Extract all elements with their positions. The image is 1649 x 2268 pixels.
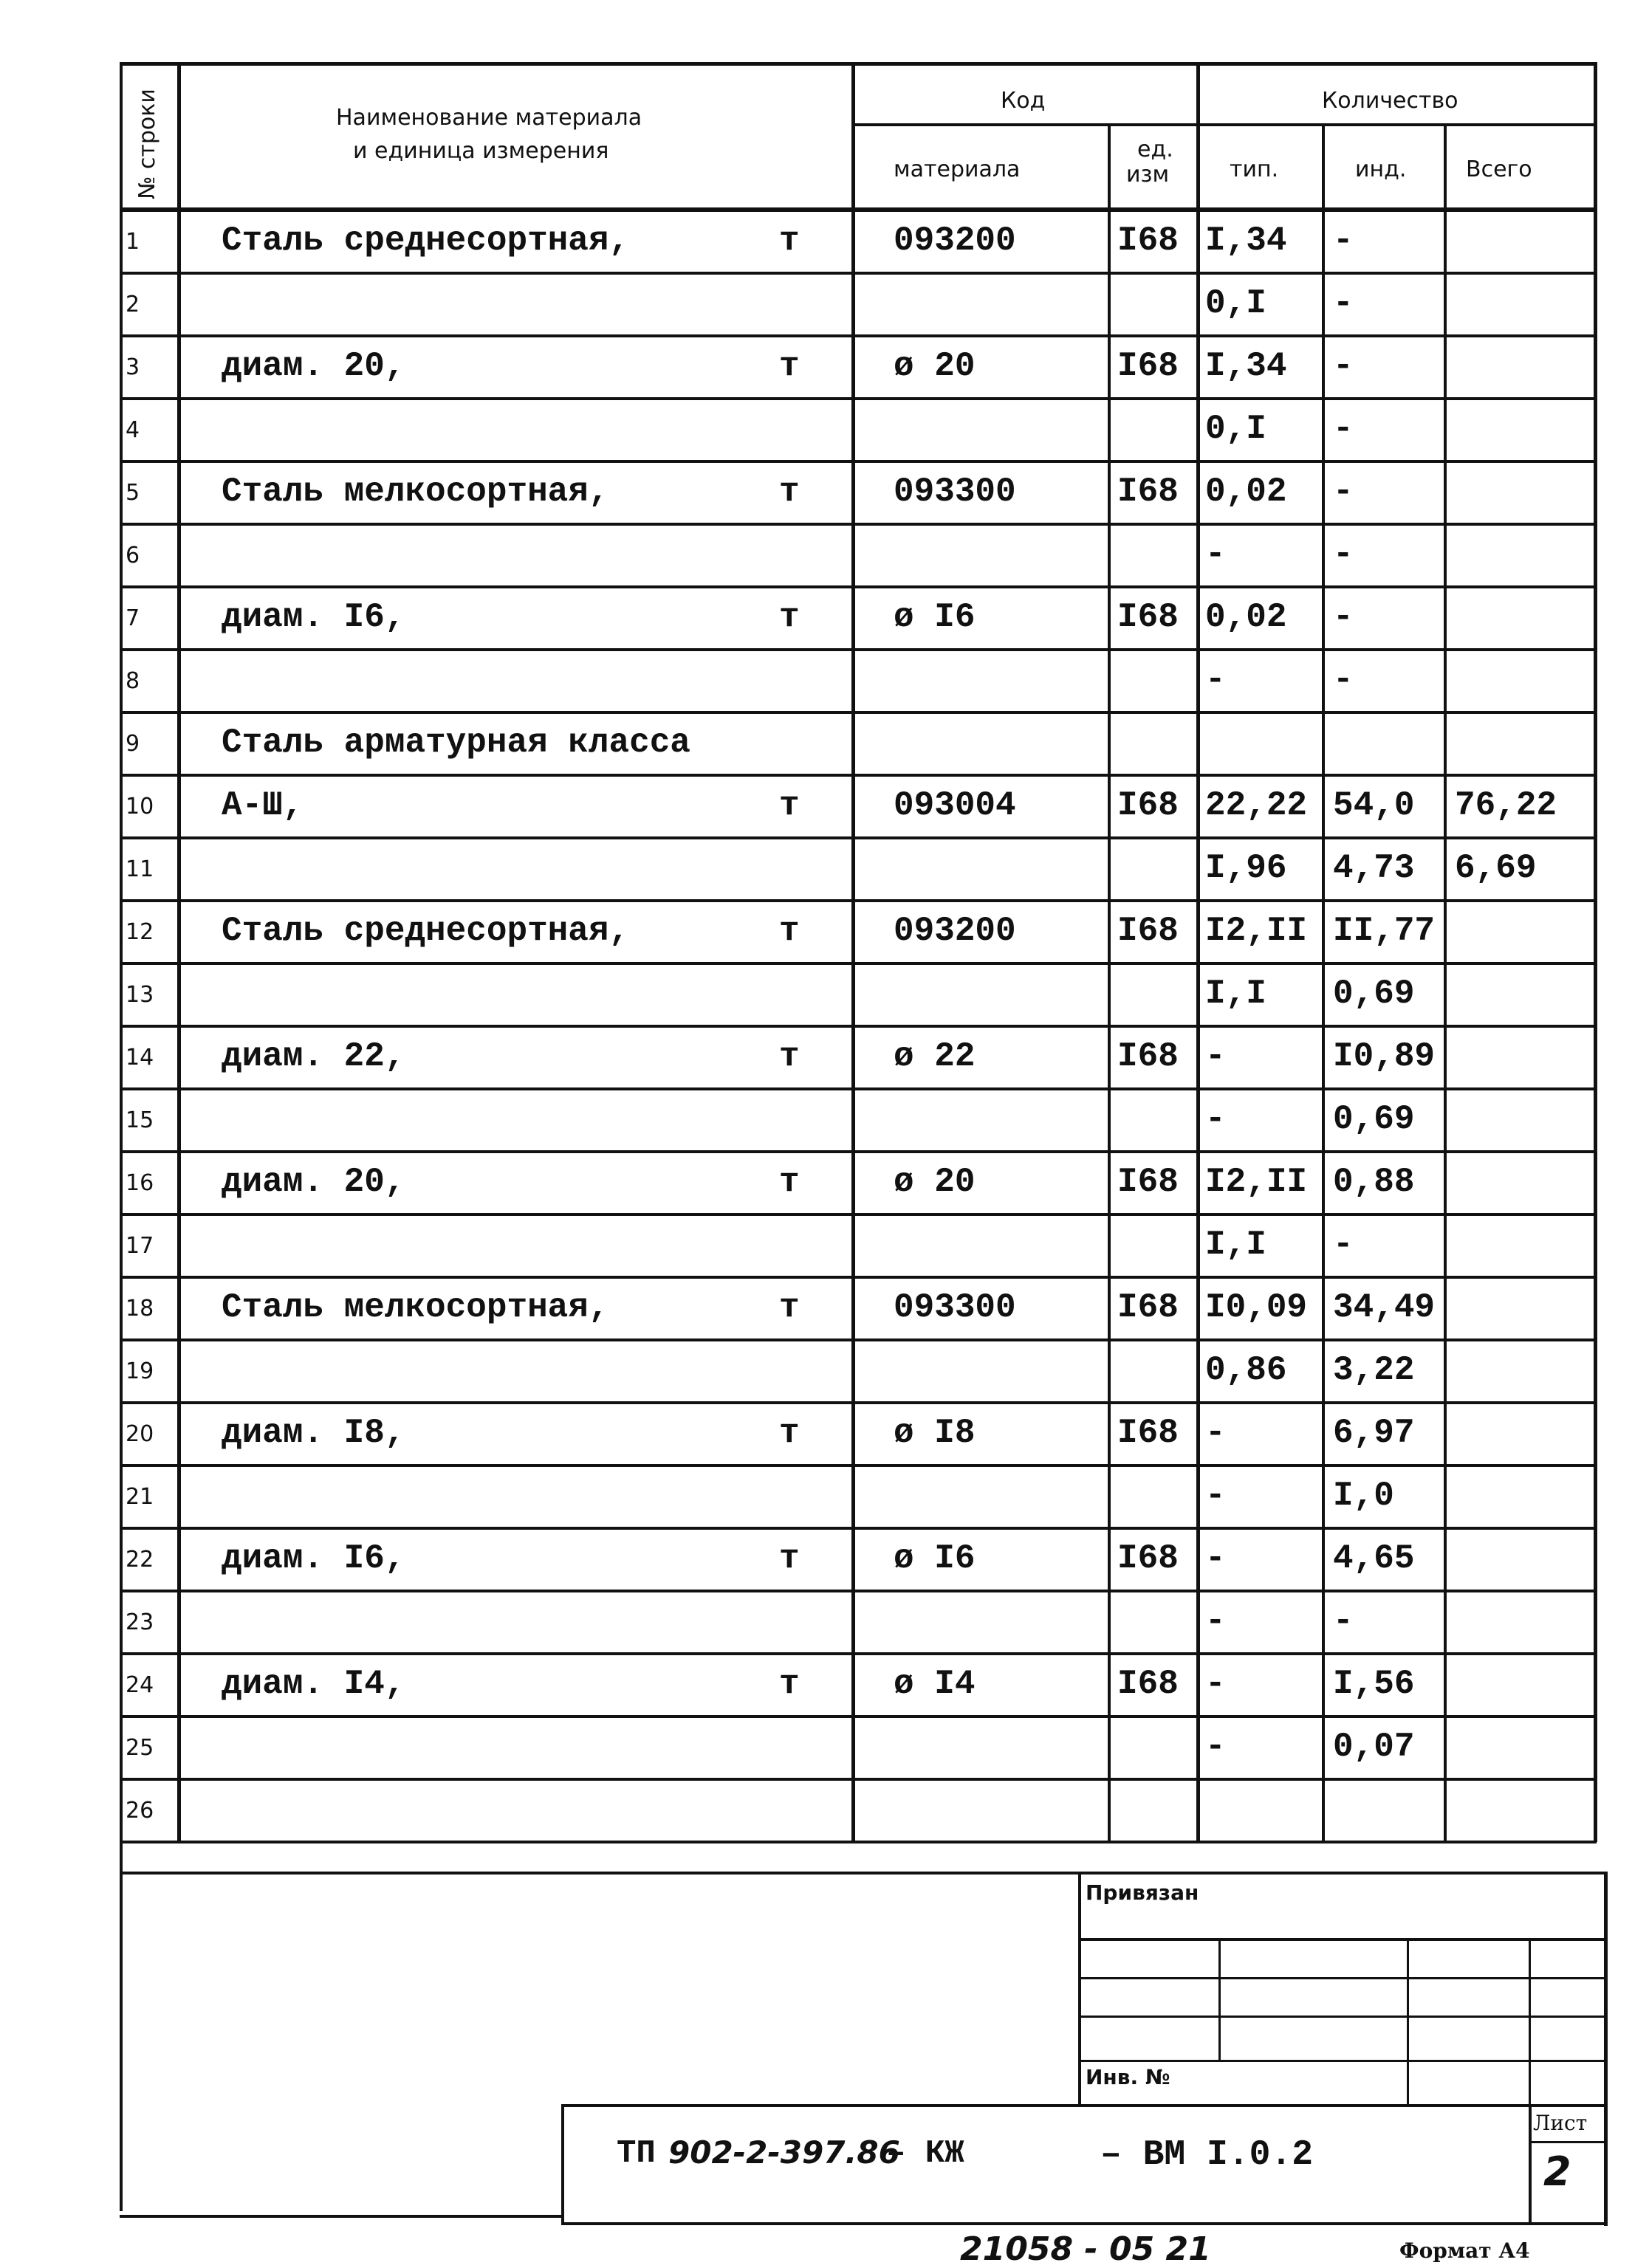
row-material-code: 093300 <box>894 1288 1016 1327</box>
lower-left-bottom <box>120 2215 563 2218</box>
row-divider <box>120 397 1597 400</box>
row-unit-code: I68 <box>1117 472 1179 511</box>
row-qty-typ: I,96 <box>1205 849 1287 887</box>
row-qty-ind: 0,69 <box>1333 975 1415 1013</box>
row-divider <box>120 460 1597 463</box>
row-material-name: Сталь мелкосортная, <box>222 1288 609 1327</box>
row-qty-typ: I,34 <box>1205 221 1287 260</box>
row-material-code: 093200 <box>894 912 1016 950</box>
stamp-right-border <box>1604 1872 1608 2226</box>
header-name-line2: и единица измерения <box>353 138 609 164</box>
sheet-cell-left <box>1529 2104 1532 2222</box>
row-number: 15 <box>126 1107 154 1133</box>
row-number: 6 <box>126 543 140 568</box>
row-number: 12 <box>126 919 154 945</box>
row-unit-code: I68 <box>1117 1665 1179 1703</box>
stamp-privyazan: Привязан <box>1086 1880 1199 1905</box>
header-qty-total: Всего <box>1466 157 1532 182</box>
row-unit-letter: т <box>779 1414 800 1452</box>
row-number: 5 <box>126 480 140 506</box>
row-divider <box>120 1213 1597 1216</box>
row-number: 22 <box>126 1547 154 1573</box>
row-qty-typ: 0,02 <box>1205 472 1287 511</box>
row-qty-ind: - <box>1333 1602 1354 1640</box>
row-divider <box>120 774 1597 777</box>
row-material-code: ø I6 <box>894 598 976 636</box>
row-number: 16 <box>126 1170 154 1196</box>
footer-handwritten-number: 21058 - 05 21 <box>960 2230 1211 2268</box>
row-qty-ind: - <box>1333 410 1354 448</box>
row-qty-ind: - <box>1333 661 1354 699</box>
col-divider-name <box>851 62 855 1842</box>
row-number: 4 <box>126 417 140 443</box>
col-divider-rownum <box>177 62 181 1842</box>
row-qty-ind: 4,65 <box>1333 1539 1415 1578</box>
row-qty-typ: I0,09 <box>1205 1288 1308 1327</box>
doc-code-middle: – КЖ <box>886 2135 964 2172</box>
row-qty-typ: - <box>1205 535 1226 574</box>
row-qty-ind: 4,73 <box>1333 849 1415 887</box>
row-qty-typ: I,34 <box>1205 347 1287 385</box>
row-qty-typ: 22,22 <box>1205 786 1308 825</box>
row-divider <box>120 962 1597 965</box>
row-material-code: ø I8 <box>894 1414 976 1452</box>
sheet-cell-divider <box>1529 2141 1606 2143</box>
row-qty-ind: I0,89 <box>1333 1037 1436 1076</box>
row-unit-letter: т <box>779 1288 800 1327</box>
row-qty-typ: I2,II <box>1205 912 1308 950</box>
row-unit-letter: т <box>779 1539 800 1578</box>
stamp-left-border <box>1078 1872 1081 2104</box>
row-qty-typ: - <box>1205 1477 1226 1515</box>
row-material-code: ø 22 <box>894 1037 976 1076</box>
row-qty-ind: - <box>1333 284 1354 323</box>
row-qty-ind: 34,49 <box>1333 1288 1436 1327</box>
row-divider <box>120 1527 1597 1530</box>
row-material-code: ø I4 <box>894 1665 976 1703</box>
row-material-name: Сталь среднесортная, <box>222 221 630 260</box>
table-left-border <box>120 62 123 1842</box>
header-sub-divider <box>851 123 1597 126</box>
row-divider <box>120 1339 1597 1341</box>
doc-code-handwritten: 902-2-397.86 <box>668 2134 900 2171</box>
row-number: 26 <box>126 1798 154 1824</box>
col-divider-typ <box>1322 123 1325 1842</box>
row-divider <box>120 899 1597 902</box>
row-qty-typ: I,I <box>1205 1226 1266 1264</box>
row-unit-letter: т <box>779 221 800 260</box>
row-material-code: 093004 <box>894 786 1016 825</box>
lower-left-border <box>120 1842 123 2211</box>
row-material-name: диам. I8, <box>222 1414 405 1452</box>
row-material-name: диам. 22, <box>222 1037 405 1076</box>
row-unit-code: I68 <box>1117 221 1179 260</box>
row-qty-ind: II,77 <box>1333 912 1436 950</box>
row-unit-letter: т <box>779 1665 800 1703</box>
row-qty-ind: - <box>1333 535 1354 574</box>
row-qty-typ: I,I <box>1205 975 1266 1013</box>
row-number: 21 <box>126 1484 154 1510</box>
header-code: Код <box>1001 88 1046 114</box>
stamp-col-2 <box>1407 1938 1409 2104</box>
stamp-inv-number: Инв. № <box>1086 2065 1170 2089</box>
row-material-name: диам. I6, <box>222 598 405 636</box>
row-divider <box>120 1087 1597 1090</box>
lower-block-top <box>120 1872 1606 1874</box>
row-material-name: Сталь мелкосортная, <box>222 472 609 511</box>
row-unit-letter: т <box>779 347 800 385</box>
row-divider <box>120 523 1597 526</box>
row-qty-typ: - <box>1205 1602 1226 1640</box>
row-number: 25 <box>126 1735 154 1761</box>
row-qty-total: 76,22 <box>1455 786 1557 825</box>
table-right-border <box>1594 62 1597 1842</box>
row-qty-ind: 0,88 <box>1333 1163 1415 1201</box>
row-divider <box>120 272 1597 275</box>
row-material-code: 093200 <box>894 221 1016 260</box>
header-qty-ind: инд. <box>1355 157 1407 182</box>
header-bottom-border <box>120 207 1597 212</box>
row-qty-typ: I2,II <box>1205 1163 1308 1201</box>
header-code-material: материала <box>894 157 1021 182</box>
stamp-sheet-value: 2 <box>1543 2148 1571 2195</box>
row-material-name: А-Ш, <box>222 786 304 825</box>
row-number: 7 <box>126 605 140 631</box>
col-divider-ind <box>1444 123 1447 1842</box>
row-divider <box>120 1590 1597 1592</box>
row-unit-code: I68 <box>1117 912 1179 950</box>
header-name-line1: Наименование материала <box>336 105 642 131</box>
header-unit-line2: изм <box>1126 162 1170 188</box>
row-unit-letter: т <box>779 598 800 636</box>
stamp-line-4 <box>1078 2060 1604 2062</box>
row-qty-ind: - <box>1333 1226 1354 1264</box>
row-divider <box>120 1464 1597 1467</box>
row-qty-ind: - <box>1333 598 1354 636</box>
row-divider <box>120 1150 1597 1153</box>
row-unit-code: I68 <box>1117 1414 1179 1452</box>
row-qty-typ: 0,02 <box>1205 598 1287 636</box>
header-unit-line1: ед. <box>1137 137 1173 162</box>
doc-code-prefix: ТП <box>617 2135 656 2172</box>
row-material-name: диам. I4, <box>222 1665 405 1703</box>
row-number: 1 <box>126 229 140 255</box>
row-material-code: ø 20 <box>894 347 976 385</box>
row-qty-typ: - <box>1205 1728 1226 1766</box>
header-quantity: Количество <box>1322 88 1458 114</box>
row-unit-letter: т <box>779 472 800 511</box>
row-qty-ind: 0,07 <box>1333 1728 1415 1766</box>
row-divider <box>120 1778 1597 1781</box>
row-number: 14 <box>126 1045 154 1071</box>
row-divider <box>120 836 1597 839</box>
row-unit-code: I68 <box>1117 598 1179 636</box>
row-number: 10 <box>126 794 154 819</box>
row-divider <box>120 711 1597 714</box>
stamp-col-1 <box>1218 1938 1221 2060</box>
row-divider <box>120 585 1597 588</box>
row-material-name: Сталь арматурная класса <box>222 724 690 762</box>
row-qty-typ: 0,86 <box>1205 1351 1287 1389</box>
row-unit-code: I68 <box>1117 1163 1179 1201</box>
table-top-border <box>120 62 1597 66</box>
row-divider <box>120 1276 1597 1279</box>
stamp-col-3 <box>1529 1938 1531 2104</box>
row-qty-total: 6,69 <box>1455 849 1537 887</box>
title-box-top <box>561 2104 1606 2107</box>
row-material-code: ø 20 <box>894 1163 976 1201</box>
stamp-sheet-label: Лист <box>1533 2111 1588 2135</box>
row-qty-ind: 54,0 <box>1333 786 1415 825</box>
footer-format: Формат А4 <box>1399 2238 1530 2263</box>
col-divider-code <box>1108 123 1111 1842</box>
row-number: 2 <box>126 292 140 317</box>
row-qty-ind: 3,22 <box>1333 1351 1415 1389</box>
row-qty-typ: 0,I <box>1205 284 1266 323</box>
row-number: 13 <box>126 982 154 1008</box>
row-qty-typ: 0,I <box>1205 410 1266 448</box>
row-unit-code: I68 <box>1117 1539 1179 1578</box>
row-number: 19 <box>126 1358 154 1384</box>
row-unit-code: I68 <box>1117 1037 1179 1076</box>
row-qty-ind: 6,97 <box>1333 1414 1415 1452</box>
row-qty-ind: I,56 <box>1333 1665 1415 1703</box>
row-number: 8 <box>126 668 140 694</box>
row-qty-typ: - <box>1205 1100 1226 1138</box>
title-box-left <box>561 2104 564 2222</box>
row-unit-letter: т <box>779 1037 800 1076</box>
stamp-line-1 <box>1078 1938 1604 1941</box>
row-divider <box>120 1025 1597 1028</box>
row-qty-typ: - <box>1205 1539 1226 1578</box>
row-qty-typ: - <box>1205 1665 1226 1703</box>
stamp-line-3 <box>1078 2016 1604 2018</box>
row-number: 9 <box>126 731 140 757</box>
row-material-name: диам. 20, <box>222 347 405 385</box>
row-qty-ind: - <box>1333 221 1354 260</box>
row-material-name: диам. I6, <box>222 1539 405 1578</box>
row-unit-code: I68 <box>1117 1288 1179 1327</box>
row-qty-typ: - <box>1205 661 1226 699</box>
header-row-number: № строки <box>134 89 160 199</box>
row-qty-ind: - <box>1333 347 1354 385</box>
row-number: 17 <box>126 1233 154 1259</box>
row-divider <box>120 648 1597 651</box>
row-material-code: 093300 <box>894 472 1016 511</box>
stamp-line-2 <box>1078 1977 1604 1979</box>
row-number: 18 <box>126 1296 154 1322</box>
row-number: 24 <box>126 1672 154 1698</box>
row-number: 20 <box>126 1421 154 1447</box>
row-unit-letter: т <box>779 912 800 950</box>
row-divider <box>120 1401 1597 1404</box>
row-material-name: диам. 20, <box>222 1163 405 1201</box>
row-number: 3 <box>126 354 140 380</box>
row-material-code: ø I6 <box>894 1539 976 1578</box>
row-qty-ind: - <box>1333 472 1354 511</box>
row-divider <box>120 334 1597 337</box>
row-divider <box>120 1841 1597 1843</box>
row-qty-typ: - <box>1205 1414 1226 1452</box>
row-number: 11 <box>126 856 154 882</box>
col-divider-unit <box>1196 62 1200 1842</box>
header-qty-typ: тип. <box>1230 157 1279 182</box>
row-unit-letter: т <box>779 786 800 825</box>
row-unit-code: I68 <box>1117 786 1179 825</box>
row-qty-typ: - <box>1205 1037 1226 1076</box>
title-box-bottom <box>561 2222 1606 2225</box>
row-material-name: Сталь среднесортная, <box>222 912 630 950</box>
row-qty-ind: 0,69 <box>1333 1100 1415 1138</box>
row-unit-letter: т <box>779 1163 800 1201</box>
row-number: 23 <box>126 1609 154 1635</box>
row-unit-code: I68 <box>1117 347 1179 385</box>
doc-code-suffix: – ВМ I.0.2 <box>1100 2135 1314 2175</box>
row-divider <box>120 1715 1597 1718</box>
row-divider <box>120 1652 1597 1655</box>
row-qty-ind: I,0 <box>1333 1477 1394 1515</box>
